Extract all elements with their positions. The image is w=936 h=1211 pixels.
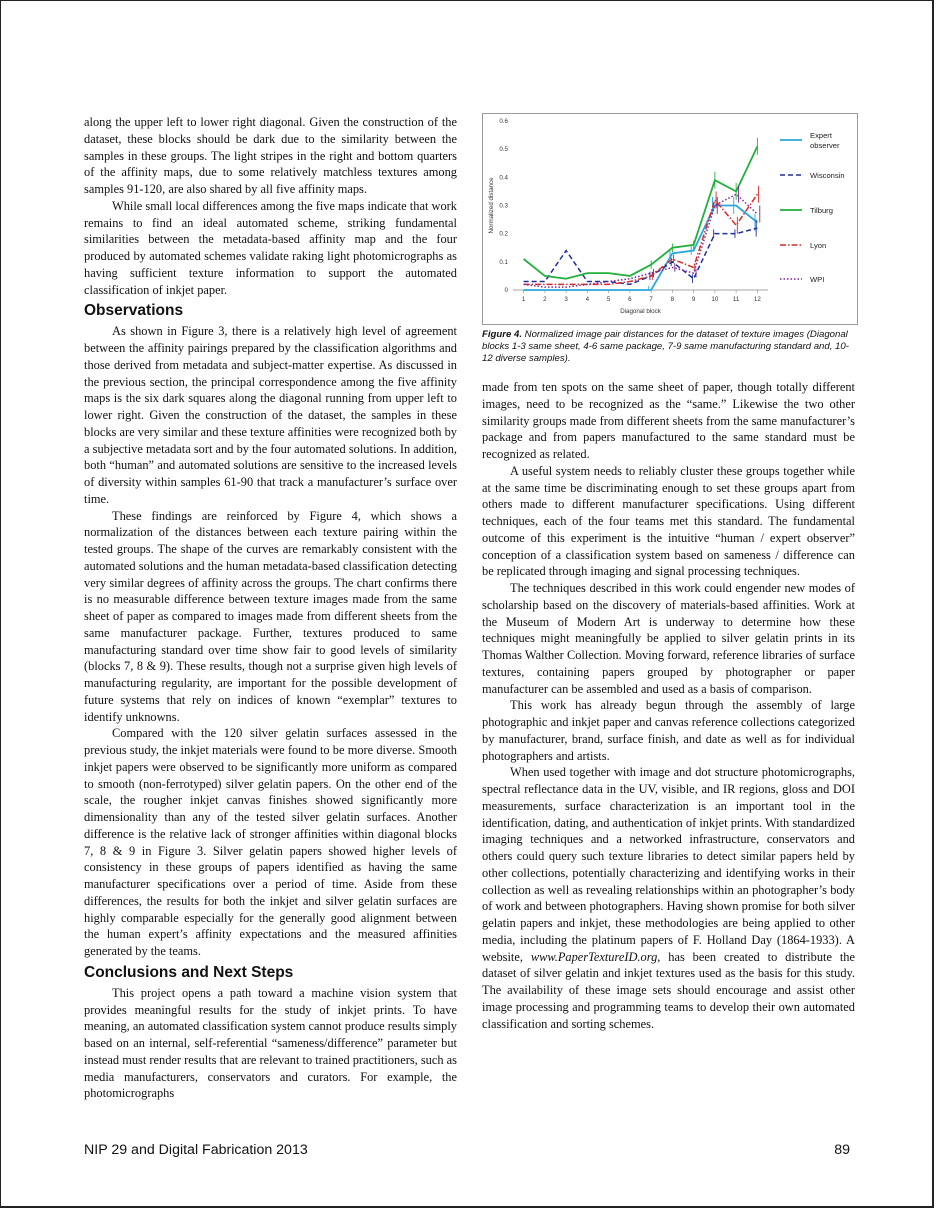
paragraph: This project opens a path toward a machine vision system that provides meaningful results for the study of inkjet prints. To have meaning, an automated classification system cannot produce results simply based on an internal, self-referential “sameness/difference” parameter but instead must render results that are relevant to trained practitioners, such as media manufacturers, conservators and curators. For example, the photomicrographs xyxy=(84,985,457,1101)
caption-label: Figure 4. xyxy=(482,329,522,340)
x-tick-label: 7 xyxy=(649,296,653,303)
legend-label: observer xyxy=(810,141,840,150)
x-tick-label: 9 xyxy=(691,296,696,303)
x-axis-label: Diagonal block xyxy=(620,308,661,315)
website-link[interactable]: www.PaperTextureID.org xyxy=(530,949,658,964)
figure-caption xyxy=(482,329,858,366)
paragraph: These findings are reinforced by Figure 4, which shows a normalization of the distances between each texture pairing within the tested groups. The shape of the curves are remarkably consistent with the automated solutions and the human metadata-based classification detecting very similar degrees of affinity across the groups. The chart confirms there is no measurable difference between texture images made from the same sheet of paper as compared to images made from different sheets from the same manufacturer package. Further, textures produced to same manufacturing standard over time show fair to good levels of similarity (blocks 7, 8 & 9). These results, though not a surprise given high levels of manufacturing regularity, are important for the possible development of future systems that rely on indices of known “exemplar” textures to identify unknowns. xyxy=(84,508,457,724)
page-number: 89 xyxy=(834,1142,850,1158)
paragraph: along the upper left to lower right diagonal. Given the construction of the dataset, these blocks should be dark due to the similarity between the samples in these groups. The light stripes in the right and bottom quarters of the affinity maps, due to some relatively matchless textures among samples 91-120, are also shared by all five affinity maps. xyxy=(84,115,457,196)
caption-text: Normalized image pair distances for the dataset of texture images (Diagonal blocks 1-3 same sheet, 4-6 same package, 7-9 same manufacturing standard and, 10-12 diverse samples). xyxy=(482,329,849,365)
x-tick-label: 3 xyxy=(564,296,568,303)
chart-frame xyxy=(483,114,858,325)
y-axis-label: Normalized distance xyxy=(488,177,495,234)
paragraph: This work has already begun through the assembly of large photographic and inkjet paper and canvas reference collections categorized by manufacturer, brand, surface finish, and date as well as for individual photographers and artists. xyxy=(482,698,855,763)
y-tick-label: 0.2 xyxy=(499,230,508,238)
x-tick-label: 12 xyxy=(753,296,761,303)
x-tick-label: 10 xyxy=(711,296,719,303)
paragraph: A useful system needs to reliably cluster these groups together while at the same time be discriminating enough to set these groups apart from others made to different manufacturer specifications. Using different techniques, each of the four teams met this standard. The fundamental outcome of this experiment is the intuitive “human / expert observer” conception of a classification system based on sameness / difference can be replicated through imaging and signal processing techniques. xyxy=(482,463,855,579)
footer-conference: NIP 29 and Digital Fabrication 2013 xyxy=(84,1142,308,1158)
x-tick-label: 2 xyxy=(543,296,547,303)
paragraph: While small local differences among the five maps indicate that work remains to find an ideal automated scheme, striking fundamental similarities between the metadata-based affinity map and the four produced by automated schemes validate raking light photomicrographs as having sufficient texture information to support the automated classification of inkjet paper. xyxy=(84,198,457,297)
x-tick-label: 1 xyxy=(521,296,526,303)
x-tick-label: 8 xyxy=(670,296,675,303)
paragraph xyxy=(482,764,855,1032)
x-tick-label: 4 xyxy=(585,296,590,303)
legend-label: WPI xyxy=(810,275,825,284)
x-tick-label: 11 xyxy=(732,296,740,303)
y-tick-label: 0.6 xyxy=(499,118,508,125)
figure-4-chart xyxy=(482,113,858,325)
x-tick-label: 5 xyxy=(606,296,611,303)
x-tick-label: 6 xyxy=(628,296,632,303)
paragraph: The techniques described in this work could engender new modes of scholarship based on the discovery of materials-based affinities. Work at the Museum of Modern Art is underway to determine how these techniques might meaningfully be applied to silver gelatin prints in its Thomas Walther Collection. Moving forward, reference libraries of surface textures, containing papers grouped by photographer or paper manufacturer can be assembled and used as a basis of comparison. xyxy=(482,581,855,696)
line-chart xyxy=(482,113,858,325)
paragraph: made from ten spots on the same sheet of paper, though totally different images, need to be recognized as the “same.” Likewise the two other similarity groups made from different sheets from the same manufacturer’s package and from papers manufactured to the same standard must be recognized as related. xyxy=(482,380,855,461)
legend-label: Expert xyxy=(810,131,832,140)
right-column xyxy=(482,379,855,1032)
legend-label: Lyon xyxy=(810,241,827,250)
paragraph-text: , has been created to distribute the dataset of silver gelatin and inkjet textures used as the basis for this study. The availability of these image sets should encourage and assist other image processing and programming teams to develop their own automated classification and sorting schemes. xyxy=(482,949,855,1031)
legend-label: Tilburg xyxy=(810,206,833,215)
y-tick-label: 0.4 xyxy=(499,174,508,182)
y-tick-label: 0.5 xyxy=(499,146,508,154)
y-tick-label: 0.1 xyxy=(499,258,508,266)
paragraph: As shown in Figure 3, there is a relatively high level of agreement between the affinity pairings prepared by the classification algorithms and those derived from metadata and subject-matter expertise. As discussed in the previous section, the principal correspondence among the five affinity maps is the six dark squares along the diagonal running from upper left to lower right. Given the construction of the dataset, the samples in these blocks are very similar and these texture affinities were recognized both by a subjective metadata sort and by the four automated solutions. In addition, both “human” and automated solutions are sensitive to the increased levels of diversity within samples 61-90 that track a manufacturer’s surface over time. xyxy=(84,324,457,506)
paragraph: Compared with the 120 silver gelatin surfaces assessed in the previous study, the inkjet materials were found to be more diverse. Smooth inkjet papers were observed to be significantly more uniform as compared to smooth (non-ferrotyped) silver gelatin papers. On the other end of the scale, the rougher inkjet canvas finishes showed significantly more dimensionality than any of the tested silver gelatin surfaces. Another difference is the relative lack of stronger affinities within diagonal blocks 7, 8 & 9 in Figure 3. Silver gelatin papers showed higher levels of consistency in these groups of papers identified as having the same manufacturer specifications over a period of time. Aside from these differences, the results for both the inkjet and silver gelatin surfaces are highly comparable especially for the generally good alignment between the human expert’s affinity expectations and the measured affinities generated by the teams. xyxy=(84,726,457,958)
legend-label: Wisconsin xyxy=(810,171,845,180)
y-tick-label: 0.3 xyxy=(499,202,508,210)
section-heading-conclusions: Conclusions and Next Steps xyxy=(84,963,294,981)
paragraph-text: When used together with image and dot structure photomicrographs, spectral reflectance data in the UV, visible, and IR regions, gloss and DOI measurements, surface characterization is an important tool in the identification, dating, and authentication of inkjet prints. With standardized imaging techniques and a networked infrastructure, conservators and others could query such texture libraries to detect similar papers held by other collections, potentially characterizing and identifying works in their collection as well as revealing relationships within an photographer’s body of work and between photographers. Having shown promise for both silver gelatin papers and inkjet, these methodologies are being applied to other media, including the platinum papers of F. Holland Day (1864-1933). A website, xyxy=(482,765,855,964)
y-tick-label: 0 xyxy=(504,287,508,294)
section-heading-observations: Observations xyxy=(84,302,184,320)
left-column xyxy=(84,114,457,1102)
